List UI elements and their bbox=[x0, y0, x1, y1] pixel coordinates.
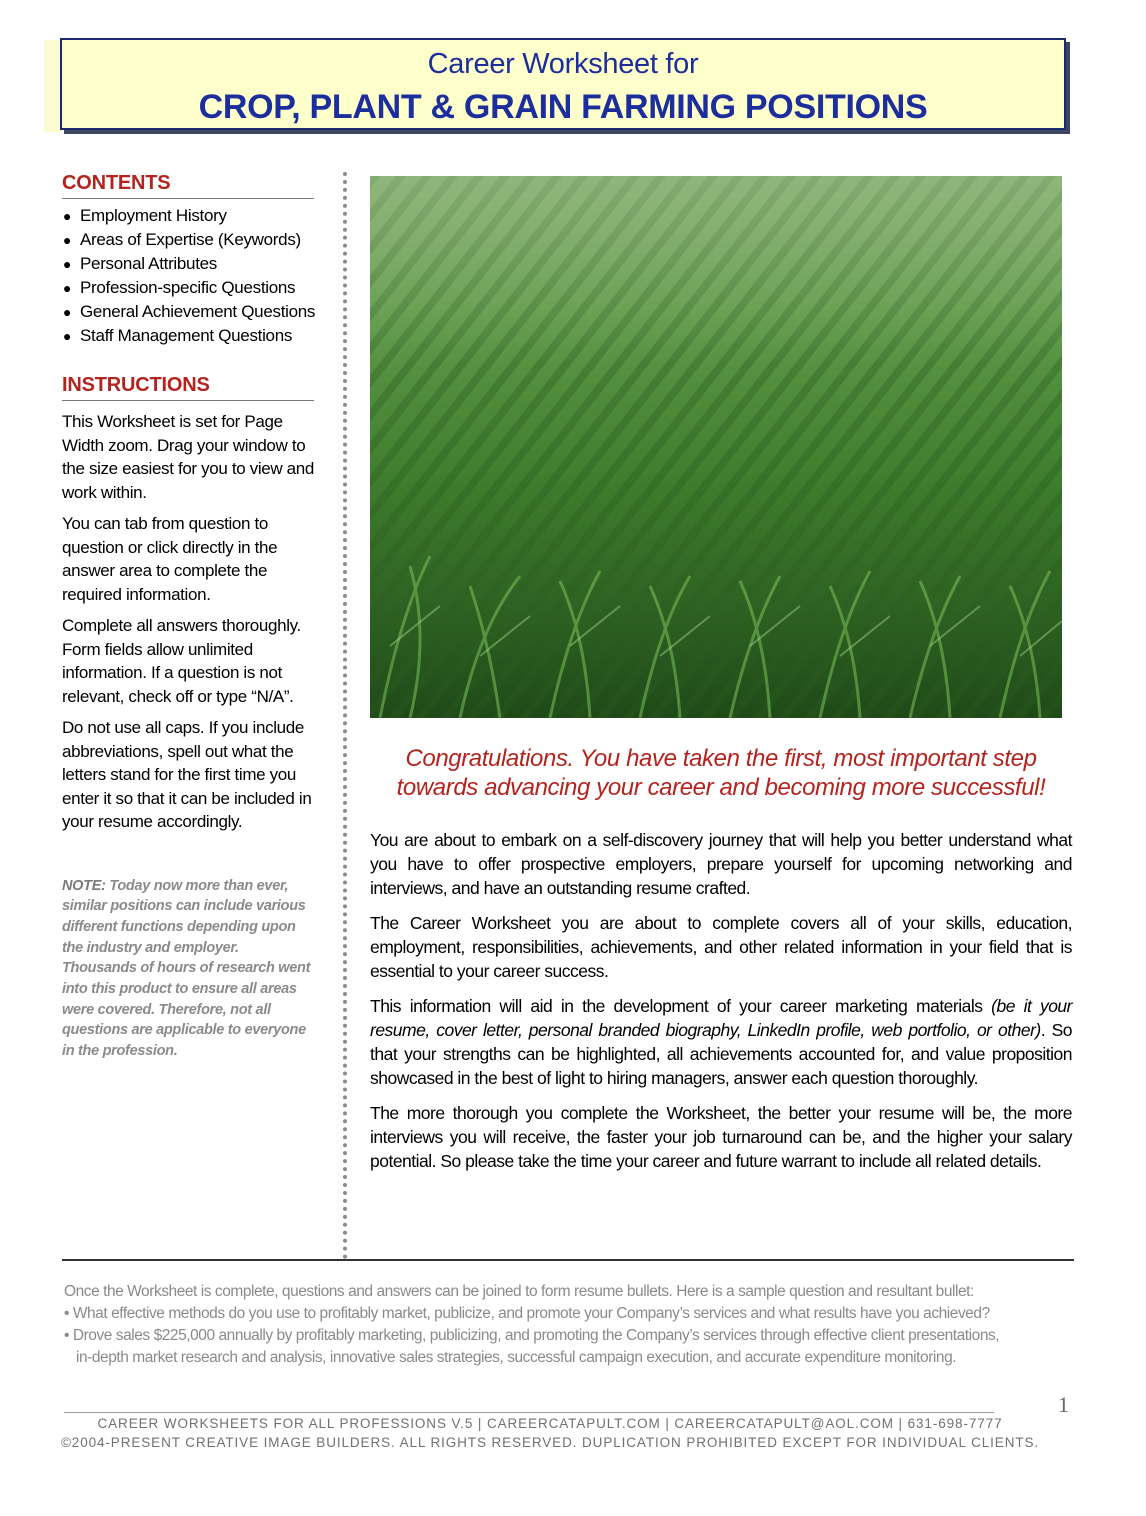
contents-item bbox=[62, 204, 314, 228]
intro-paragraph: The Career Worksheet you are about to complete covers all of your skills, education, employment, responsibilities, achievements, and other related information in your field that is essential to your career success. bbox=[370, 913, 1072, 981]
footer-divider bbox=[64, 1412, 994, 1413]
contents-list bbox=[62, 204, 314, 348]
bullet-icon: ● bbox=[63, 280, 72, 296]
contents-item-label: General Achievement Questions bbox=[80, 302, 316, 321]
instruction-paragraph: Do not use all caps. If you include abbreviations, spell out what the letters stand for the first time you enter it so that it can be included in your resume accordingly. bbox=[62, 718, 312, 831]
sample-bullet-section bbox=[64, 1281, 1094, 1369]
contents-item-label: Areas of Expertise (Keywords) bbox=[80, 230, 301, 249]
page-title: CROP, PLANT & GRAIN FARMING POSITIONS bbox=[198, 88, 928, 126]
contents-item bbox=[62, 300, 314, 324]
paragraph-italic-text: (be it your resume, cover letter, personal branded biography, LinkedIn profile, web portfolio, or other) bbox=[370, 996, 1072, 1040]
column-divider bbox=[343, 172, 347, 1260]
instruction-paragraph: You can tab from question to question or click directly in the answer area to complete the required information. bbox=[62, 514, 278, 604]
footer-copyright: ©2004-PRESENT CREATIVE IMAGE BUILDERS. ALL RIGHTS RESERVED. DUPLICATION PROHIBITED EXCEPT FOR INDIVIDUAL CLIENTS. bbox=[60, 1435, 1040, 1450]
bullet-icon: ● bbox=[63, 232, 72, 248]
cornfield-photo bbox=[370, 176, 1062, 718]
instruction-paragraph: This Worksheet is set for Page Width zoom. Drag your window to the size easiest for you to view and work within. bbox=[62, 412, 314, 502]
instructions-heading: INSTRUCTIONS bbox=[62, 374, 314, 401]
sample-bullet: • Drove sales $225,000 annually by profitably marketing, publicizing, and promoting the Company’s services through effective client presentations, bbox=[64, 1327, 1000, 1344]
sample-bullet-continuation: in-depth market research and analysis, innovative sales strategies, successful campaign execution, and accurate expenditure monitoring. bbox=[76, 1349, 957, 1366]
sidebar bbox=[62, 172, 314, 1062]
contents-item bbox=[62, 228, 314, 252]
intro-paragraph: The more thorough you complete the Worksheet, the better your resume will be, the more interviews you will receive, the faster your job turnaround can be, and the higher your salary potential. So please take the time your career and future warrant to include all related details. bbox=[370, 1103, 1072, 1171]
bullet-icon: ● bbox=[63, 304, 72, 320]
footer-contact: CAREER WORKSHEETS FOR ALL PROFESSIONS V.5 | CAREERCATAPULT.COM | CAREERCATAPULT@AOL.COM | 631-698-7777 bbox=[97, 1416, 1003, 1431]
contents-item-label: Employment History bbox=[80, 206, 227, 225]
contents-item-label: Personal Attributes bbox=[80, 254, 217, 273]
note-block bbox=[62, 876, 314, 1062]
bullet-icon: ● bbox=[63, 208, 72, 224]
page-header bbox=[60, 38, 1066, 130]
congratulations-message bbox=[370, 744, 1072, 802]
bullet-icon: ● bbox=[63, 328, 72, 344]
congrats-line: towards advancing your career and becoming more successful! bbox=[396, 774, 1046, 801]
contents-item bbox=[62, 276, 314, 300]
bullet-icon: ● bbox=[63, 256, 72, 272]
intro-paragraph bbox=[370, 994, 1072, 1090]
congrats-line: Congratulations. You have taken the first, most important step bbox=[405, 745, 1037, 772]
contents-item-label: Staff Management Questions bbox=[80, 326, 293, 345]
sample-question: • What effective methods do you use to profitably market, publicize, and promote your Company’s services and what results have you achieved? bbox=[64, 1305, 990, 1322]
paragraph-text: This information will aid in the development of your career marketing materials bbox=[370, 996, 992, 1016]
note-text: Today now more than ever, similar positions can include various different functions depending upon the industry and employer. Thousands of hours of research went into this product to ensure all areas were covered. Therefore, not all questions are applicable to everyone in the profession. bbox=[62, 877, 311, 1060]
contents-item bbox=[62, 324, 314, 348]
intro-body bbox=[370, 828, 1072, 1184]
contents-item bbox=[62, 252, 314, 276]
instruction-paragraph: Complete all answers thoroughly. Form fields allow unlimited information. If a question is not relevant, check off or type “N/A”. bbox=[62, 616, 301, 706]
intro-paragraph: You are about to embark on a self-discovery journey that will help you better understand what you have to offer prospective employers, prepare yourself for upcoming networking and interviews, and have an outstanding resume crafted. bbox=[370, 830, 1072, 898]
contents-heading: CONTENTS bbox=[62, 172, 314, 199]
section-divider bbox=[62, 1259, 1074, 1261]
contents-item-label: Profession-specific Questions bbox=[80, 278, 296, 297]
page-number: 1 bbox=[1058, 1392, 1069, 1417]
sample-intro: Once the Worksheet is complete, questions and answers can be joined to form resume bullets. Here is a sample question and resultant bullet: bbox=[64, 1283, 974, 1300]
paragraph-text: . So that your strengths can be highlighted, all achievements accounted for, and value proposition showcased in the best of light to hiring managers, answer each question thoroughly. bbox=[370, 1020, 1072, 1088]
header-subtitle: Career Worksheet for bbox=[427, 48, 699, 80]
note-label: NOTE: bbox=[62, 877, 106, 894]
